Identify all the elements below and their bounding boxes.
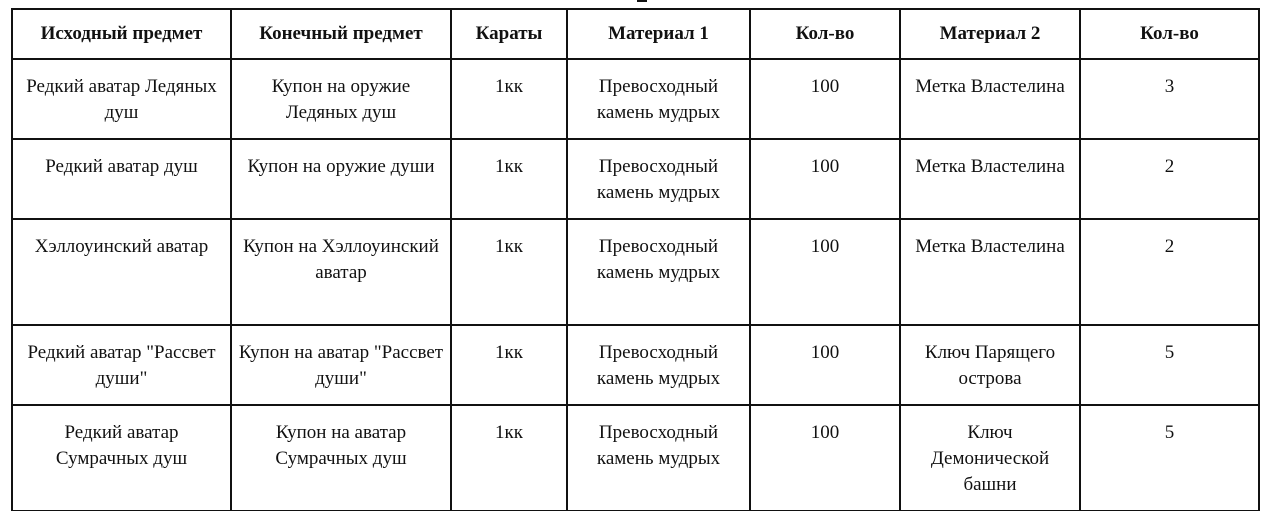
table-header-row — [12, 9, 1259, 59]
table-row — [12, 325, 1259, 405]
header-source-item: Исходный предмет — [12, 9, 231, 59]
header-quantity-1: Кол-во — [750, 9, 900, 59]
cell-material-1: Превосходный камень мудрых — [567, 405, 750, 511]
cell-carats: 1кк — [451, 59, 567, 139]
cell-quantity-2: 5 — [1080, 325, 1259, 405]
header-result-item: Конечный предмет — [231, 9, 451, 59]
cell-quantity-1: 100 — [750, 59, 900, 139]
cell-quantity-1: 100 — [750, 325, 900, 405]
cell-material-1: Превосходный камень мудрых — [567, 139, 750, 219]
table-row — [12, 139, 1259, 219]
cell-carats: 1кк — [451, 405, 567, 511]
cell-material-2: Ключ Парящего острова — [900, 325, 1080, 405]
cell-material-1: Превосходный камень мудрых — [567, 219, 750, 325]
header-material-2: Материал 2 — [900, 9, 1080, 59]
table-row — [12, 219, 1259, 325]
table-row — [12, 405, 1259, 511]
header-material-1: Материал 1 — [567, 9, 750, 59]
cell-result-item: Купон на аватар "Рассвет души" — [231, 325, 451, 405]
cell-material-2: Метка Властелина — [900, 219, 1080, 325]
cell-material-1: Превосходный камень мудрых — [567, 325, 750, 405]
cell-carats: 1кк — [451, 139, 567, 219]
cell-source-item: Редкий аватар "Рассвет души" — [12, 325, 231, 405]
cell-material-2: Метка Властелина — [900, 59, 1080, 139]
cell-material-2: Метка Властелина — [900, 139, 1080, 219]
cell-quantity-2: 2 — [1080, 139, 1259, 219]
cell-carats: 1кк — [451, 325, 567, 405]
cell-source-item: Хэллоуинский аватар — [12, 219, 231, 325]
cell-source-item: Редкий аватар Сумрачных душ — [12, 405, 231, 511]
cell-result-item: Купон на оружие души — [231, 139, 451, 219]
cell-quantity-2: 5 — [1080, 405, 1259, 511]
cell-material-1: Превосходный камень мудрых — [567, 59, 750, 139]
header-carats: Караты — [451, 9, 567, 59]
cell-result-item: Купон на Хэллоуинский аватар — [231, 219, 451, 325]
cell-quantity-1: 100 — [750, 405, 900, 511]
header-quantity-2: Кол-во — [1080, 9, 1259, 59]
cell-source-item: Редкий аватар душ — [12, 139, 231, 219]
craft-table — [11, 8, 1260, 511]
table-row — [12, 59, 1259, 139]
cell-material-2: Ключ Демонической башни — [900, 405, 1080, 511]
clipped-heading-fragment — [637, 0, 647, 2]
cell-quantity-1: 100 — [750, 139, 900, 219]
cell-result-item: Купон на аватар Сумрачных душ — [231, 405, 451, 511]
cell-quantity-2: 2 — [1080, 219, 1259, 325]
cell-quantity-1: 100 — [750, 219, 900, 325]
cell-quantity-2: 3 — [1080, 59, 1259, 139]
cell-result-item: Купон на оружие Ледяных душ — [231, 59, 451, 139]
cell-source-item: Редкий аватар Ледяных душ — [12, 59, 231, 139]
cell-carats: 1кк — [451, 219, 567, 325]
